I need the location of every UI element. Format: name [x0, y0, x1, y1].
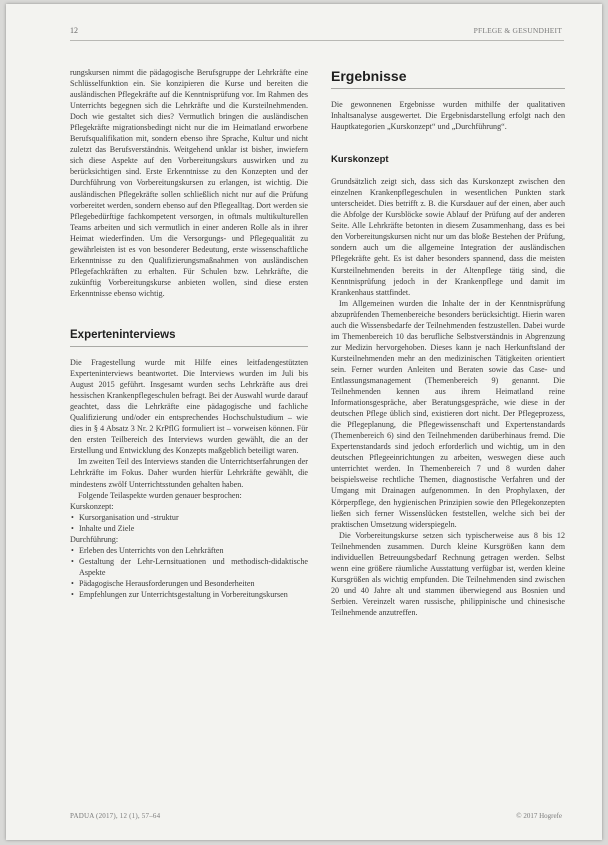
- document-page: [6, 4, 602, 840]
- subheading-kurskonzept: Kurskonzept: [331, 154, 389, 166]
- group-label-kurskonzept: Kurskonzept:: [70, 501, 114, 511]
- heading-ergebnisse: Ergebnisse: [331, 68, 407, 84]
- footer-citation: PADUA (2017), 12 (1), 57–64: [70, 812, 161, 820]
- results-paragraph-4: Die Vorbereitungskurse setzen sich typischerweise aus 8 bis 12 Teilnehmenden zusammen. Durch kleine Kursgrößen kann dem individuellen Betreuungsbedarf Rechnung getragen werden. Selbst wenn eine größere räumliche Ausstattung verfügbar ist, werden kleine Kursgrößen als wichtig empfunden. Die Teilnehmenden sind zwischen 20 und 40 Jahre alt und stammen überwiegend aus Bosnien und Serbien. Vereinzelt waren russische, philippinische und chinesische Teilnehmende anzutreffen.: [331, 530, 565, 617]
- list-item: • Empfehlungen zur Unterrichtsgestaltung in Vorbereitungskursen: [70, 589, 308, 600]
- left-column: [70, 67, 308, 600]
- list-item: • Inhalte und Ziele: [70, 523, 308, 534]
- right-column: [331, 67, 565, 618]
- group-label-durchfuehrung: Durchführung:: [70, 534, 119, 544]
- footer-copyright: © 2017 Hogrefe: [516, 812, 562, 820]
- intro-paragraph: rungskursen nimmt die pädagogische Berufsgruppe der Lehrkräfte eine Schlüsselfunktion ein. Sie konzipieren die Kurse und bereiten die ausländischen Pflegekräfte auf die Kenntnisprüfung vor. Im Rahmen des Unterrichts begegnen sich die Lehrkräfte und die Kursteilnehmenden. Doch wie gestaltet sich dies? Vermutlich bringen die ausländischen Pflegekräfte migrationsbedingt nicht nur die im Heimatland erworbene Berufsqualifikation mit, sondern ebenso ihre Sprache, Kultur und nicht zuletzt das Berufsverständnis. Weitgehend unklar ist bisher, inwiefern sich diese Aspekte auf den Vorbereitungskurs auswirken und zu berücksichtigen sind. Erste Erkenntnisse zu den Konzepten und der Durchführung von Vorbereitungskursen zu erlangen, ist wichtig. Die ausländischen Pflegekräfte sollen schließlich nicht nur auf die Prüfung vorbereitet werden, sondern ebenso auf den Pflegealltag. Dort werden sie Pflegebedürftige fachkompetent versorgen, in oftmals multikulturellen Teams arbeiten und sich vermutlich in einer anderen Rolle als in ihrer Heimat wiederfinden. Um die Versorgungs- und Pflegequalität zu gewährleisten ist es von besonderer Bedeutung, erste wissenschaftliche Erkenntnisse zu den Qualifizierungsmaßnahmen von ausländischen Pflegefachkräften zu erhalten. Für Schulen bzw. Lehrkräfte, die zukünftig Vorbereitungskurse anbieten wollen, sind diese ersten Erkenntnisse ebenso wichtig.: [70, 68, 308, 298]
- durchfuehrung-list: [70, 545, 308, 600]
- method-paragraph-3: Folgende Teilaspekte wurden genauer besprochen:: [78, 490, 242, 500]
- page-number: 12: [70, 26, 78, 35]
- kurskonzept-list: [70, 512, 308, 534]
- heading-experteninterviews: Experteninterviews: [70, 328, 176, 341]
- method-paragraph-2: Im zweiten Teil des Interviews standen die Unterrichtserfahrungen der Lehrkräfte im Fokus. Daher wurden hierfür Lehrkräfte gewählt, die mindestens zwölf Unterrichtsstunden gehalten haben.: [70, 457, 308, 489]
- list-item: • Gestaltung der Lehr-Lernsituationen und methodisch-didaktische Aspekte: [70, 556, 308, 578]
- header-divider: [70, 40, 564, 41]
- list-item: • Kursorganisation und -struktur: [70, 512, 308, 523]
- list-item: • Pädagogische Herausforderungen und Besonderheiten: [70, 578, 308, 589]
- method-paragraph-1: Die Fragestellung wurde mit Hilfe eines leitfadengestützten Experteninterviews beantwortet. Die Interviews wurden im Juli bis August 2015 geführt. Insgesamt wurden sechs Lehrkräfte aus drei hessischen Krankenpflegeschulen befragt. Bei der Auswahl wurde darauf geachtet, dass die Lehrkräfte eine pädagogische und fachliche Qualifizierung und/oder ein entsprechendes Hochschulstudium – wie dies in § 4 Absatz 3 Nr. 2 KrPflG formuliert ist – vorweisen können. Für den ersten Teilbereich des Interviews wurden gewählt, die an der Erstellung und Entwicklung des Konzepts maßgeblich beteiligt waren.: [70, 357, 308, 456]
- results-paragraph-3: Im Allgemeinen wurden die Inhalte der in der Kenntnisprüfung abzuprüfenden Themenbereiche besonders berücksichtigt. Hierin waren auch die Wissensbedarfe der Teilnehmenden festzustellen. Dabei wurde im Themenbereich 10 das berufliche Selbstverständnis in Abgrenzung zur Medizin hervorgehoben. Dieses kann je nach Herkunftsland der Kursteilnehmenden mehr an den medizinischen Tätigkeiten orientiert sein. Ferner wurden Anleiten und Beraten sowie das Case- und Entlassungsmanagement (Themenbereich 9) genannt. Die Teilnehmenden kennen aus ihrem Heimatland reine Informationsgespräche, aber Beratungsgespräche, wie diese in der deutschen Pflege üblich sind, existieren dort nicht. Der Pflegeprozess, die Pflegeplanung, die Pflegewissenschaft und Expertenstandards (Themenbereich 6) sind den Teilnehmenden darüberhinaus fremd. Die Expertenstandards sind jedoch erforderlich und wichtig, um in den deutschen Pflegeeinrichtungen zu arbeiten, weswegen diese auch unterrichtet werden. In Themenbereich 7 und 8 wurden daher beispielsweise rechtliche Themen, diagnostische Verfahren und der Umgang mit Drainagen aufgenommen. In den Prophylaxen, der Körperpflege, den hygienischen Prinzipien sowie den Pflegekonzepten ließen sich ferner Wissenslücken feststellen, welche sich bei der praktischen Umsetzung widerspiegeln.: [331, 298, 565, 529]
- running-header: PFLEGE & GESUNDHEIT: [473, 26, 562, 35]
- results-paragraph-2: Grundsätzlich zeigt sich, dass sich das Kurskonzept zwischen den einzelnen Krankenpflegeschulen in wesentlichen Punkten stark unterscheidet. Dies betrifft z. B. die Kursdauer auf der einen, aber auch die Abfolge der Kursblöcke sowie Ablauf der Prüfung auf der anderen Seite. Alle Lehrkräfte betonten in diesem Zusammenhang, dass es bei den Vorbereitungskursen nicht nur um das bloße Bestehen der Prüfung, sondern auch um die allgemeine Integration der ausländischen Pflegekräfte geht. Es ist daher besonders spannend, dass die meisten Kursteilnehmenden bereits in der Altenpflege tätig sind, die Kenntnisprüfung jedoch in der Krankenpflege und damit im Krankenhaus stattfindet.: [331, 177, 565, 297]
- results-paragraph-1: Die gewonnenen Ergebnisse wurden mithilfe der qualitativen Inhaltsanalyse ausgewertet. Die Ergebnisdarstellung erfolgt nach den Hauptkategorien „Kurskonzept“ und „Durchführung“.: [331, 100, 565, 132]
- list-item: • Erleben des Unterrichts von den Lehrkräften: [70, 545, 308, 556]
